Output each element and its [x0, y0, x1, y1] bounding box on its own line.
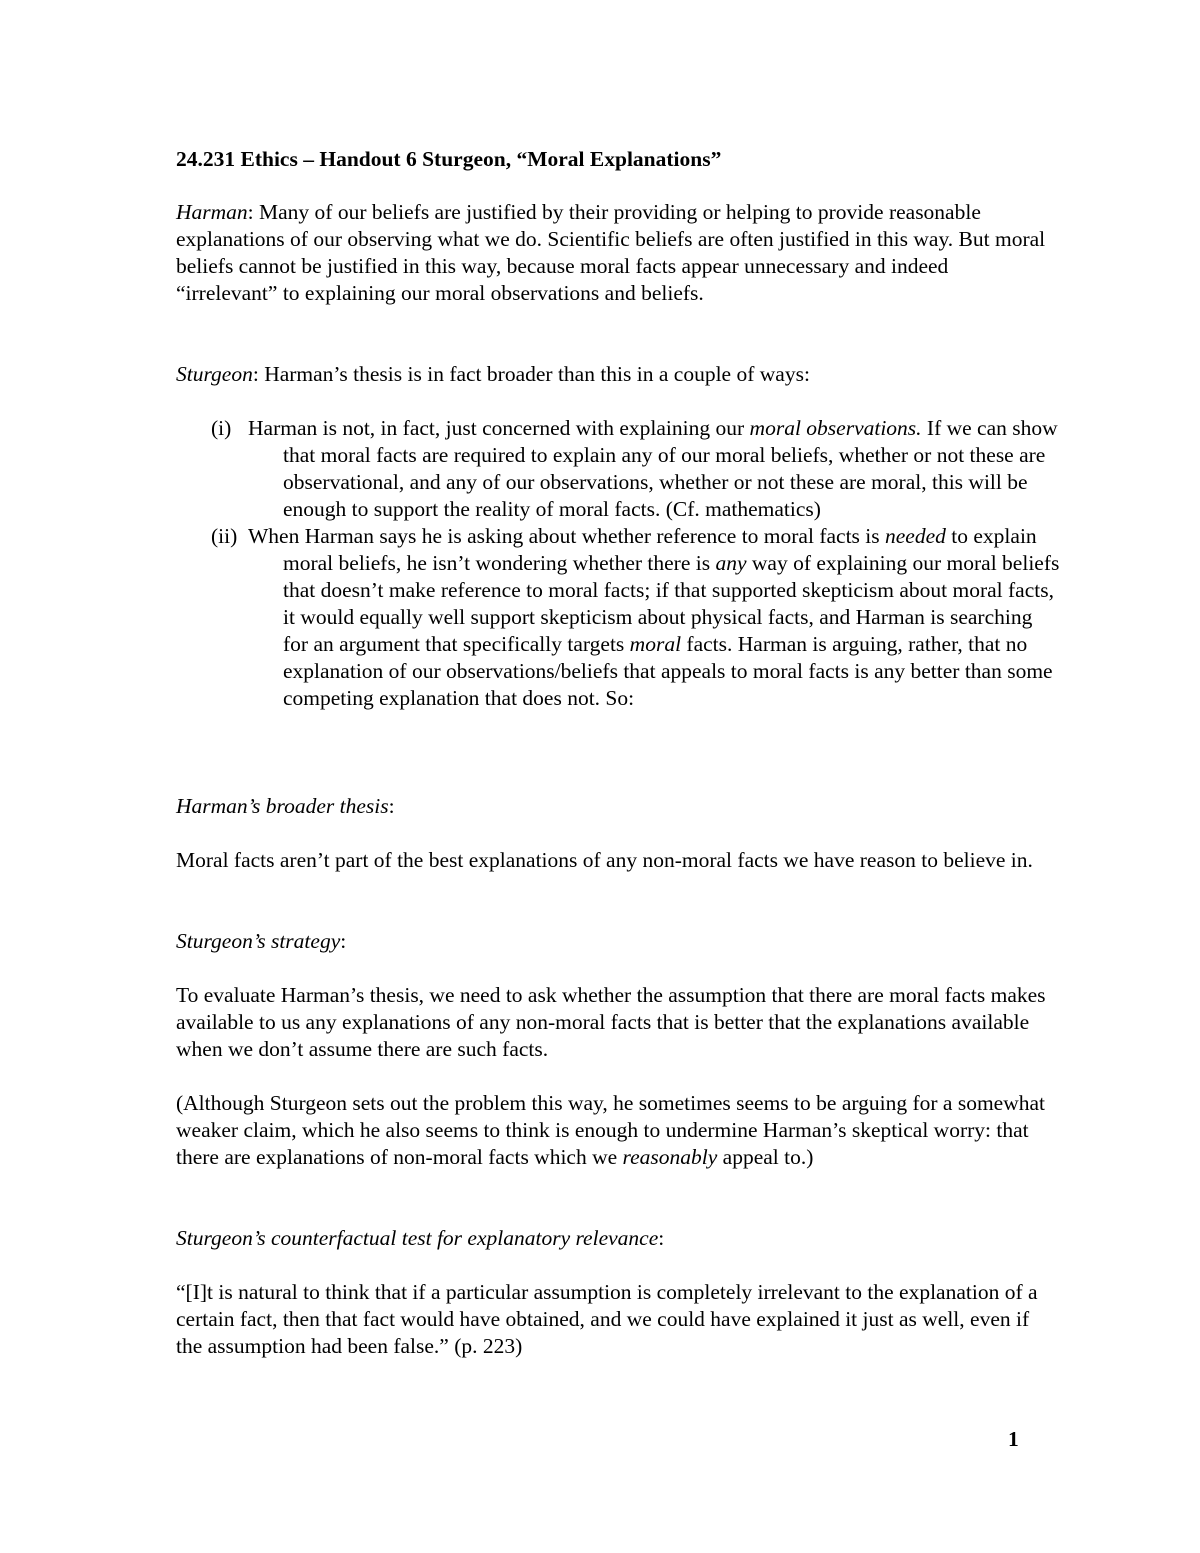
- list-item-emphasis: any: [715, 551, 747, 575]
- harman-paragraph: [176, 199, 1046, 307]
- list-item-label: (i): [211, 416, 232, 440]
- list-item: [176, 523, 1061, 712]
- section-heading: [176, 928, 1046, 955]
- section-heading-text: Harman’s broader thesis: [176, 794, 389, 818]
- heading-colon: :: [658, 1226, 665, 1250]
- heading-colon: :: [388, 794, 395, 818]
- quote-paragraph: “[I]t is natural to think that if a particular assumption is completely irrelevant to the explanation of a certain fact, then that fact would have obtained, and we could have explained it just as well, even if the assumption had been false.” (p. 223): [176, 1280, 1038, 1358]
- section-heading: [176, 793, 1046, 820]
- list-item-emphasis: moral observations.: [749, 416, 922, 440]
- sturgeon-speaker-label: Sturgeon: [176, 362, 253, 386]
- handout-title: 24.231 Ethics – Handout 6 Sturgeon, “Moral Explanations”: [176, 147, 722, 171]
- list-item-label: (ii): [211, 524, 238, 548]
- section-heading: [176, 1225, 1046, 1252]
- list-item-emphasis: moral: [629, 632, 682, 656]
- sturgeon-paragraph: [176, 361, 1046, 388]
- numbered-list: [176, 415, 1061, 712]
- paragraph-emphasis: reasonably: [622, 1145, 718, 1169]
- list-item-text: When Harman says he is asking about whether reference to moral facts is: [248, 524, 886, 548]
- broader-thesis-paragraph: Moral facts aren’t part of the best explanations of any non-moral facts we have reason to believe in.: [176, 848, 1033, 872]
- paragraph-text: (Although Sturgeon sets out the problem this way, he sometimes seems to be arguing for a somewhat weaker claim, which he also seems to think is enough to undermine Harman’s skeptical worry: that there are explanations of non-moral facts which we: [176, 1091, 1046, 1169]
- list-item-text: way of explaining our moral beliefs that doesn’t make reference to moral facts; if that supported skepticism about moral facts, it would equally well support skepticism about physical facts, and Harman is searching for an argument that specifically targets: [283, 551, 1060, 656]
- harman-paragraph-text: : Many of our beliefs are justified by their providing or helping to provide reasonable explanations of our observing what we do. Scientific beliefs are often justified in this way. But moral beliefs cannot be justified in this way, because moral facts appear unnecessary and indeed “irrelevant” to explaining our moral observations and beliefs.: [176, 200, 1046, 305]
- heading-colon: :: [340, 929, 347, 953]
- list-item-text: facts. Harman is arguing, rather, that no explanation of our observations/beliefs that appeals to moral facts is any better than some competing explanation that does not. So:: [283, 632, 1053, 710]
- page-number: 1: [1008, 1427, 1019, 1451]
- section-heading-text: Sturgeon’s counterfactual test for explanatory relevance: [176, 1226, 659, 1250]
- sturgeon-paragraph-text: : Harman’s thesis is in fact broader than this in a couple of ways:: [252, 362, 810, 386]
- list-item-text: Harman is not, in fact, just concerned with explaining our: [248, 416, 750, 440]
- section-heading-text: Sturgeon’s strategy: [176, 929, 341, 953]
- although-paragraph: [176, 1090, 1046, 1171]
- list-item-text: If we can show that moral facts are required to explain any of our moral beliefs, whether or not these are observational, and any of our observations, whether or not these are moral, this will be enough to support the reality of moral facts. (Cf. mathematics): [283, 416, 1058, 521]
- harman-speaker-label: Harman: [176, 200, 248, 224]
- list-item-emphasis: needed: [885, 524, 946, 548]
- paragraph-text: appeal to.): [717, 1145, 814, 1169]
- list-item: [176, 415, 1061, 523]
- list-item-text: to explain moral beliefs, he isn’t wondering whether there is: [283, 524, 1037, 575]
- strategy-paragraph: To evaluate Harman’s thesis, we need to ask whether the assumption that there are moral facts makes available to us any explanations of any non-moral facts that is better that the explanations available when we don’t assume there are such facts.: [176, 983, 1046, 1061]
